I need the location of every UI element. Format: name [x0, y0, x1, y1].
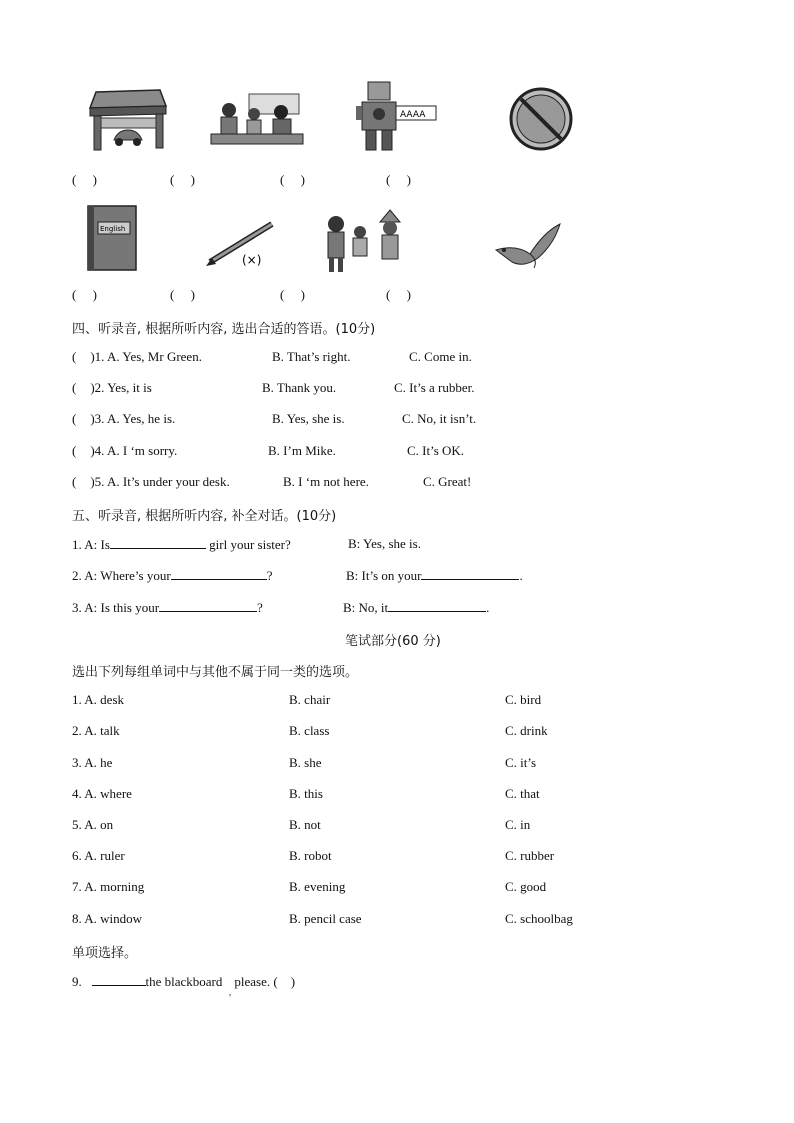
dialogue-line-a: 1. A: Is girl your sister?	[72, 537, 291, 552]
fill-blank[interactable]	[159, 599, 257, 612]
question-9: 9. the blackboard $_,$ please. ( )	[72, 974, 296, 997]
robot-picture	[356, 78, 440, 156]
vocab-option-c: C. that	[505, 786, 540, 801]
answer-paren[interactable]: (	[72, 380, 77, 395]
vocab-option-c: C. schoolbag	[505, 911, 573, 926]
answer-paren[interactable]: ( )	[386, 287, 411, 302]
vocab-option-c: C. drink	[505, 723, 548, 738]
option-b: B. That’s right.	[272, 349, 351, 364]
vocab-option-a: 7. A. morning	[72, 879, 145, 894]
children-talking-picture	[320, 208, 412, 274]
single-choice-title: 单项选择。	[72, 946, 138, 961]
vocab-option-b: B. chair	[289, 692, 331, 707]
dialogue-line-b: B: It’s on your .	[346, 568, 523, 583]
section4-item	[72, 443, 177, 459]
dialogue-line-b: B: No, it .	[343, 600, 490, 615]
option-b: B. Thank you.	[262, 380, 337, 395]
vocab-option-a: 3. A. he	[72, 755, 113, 770]
section4-item	[72, 349, 202, 365]
vocab-option-a: 4. A. where	[72, 786, 132, 801]
dialogue-line-b: B: Yes, she is.	[348, 536, 421, 551]
vocab-option-c: C. good	[505, 879, 547, 894]
vocab-option-b: B. she	[289, 755, 322, 770]
question-number: 9.	[72, 974, 82, 989]
item-number: )1.	[90, 349, 105, 364]
item-number: )2.	[90, 380, 105, 395]
fill-blank[interactable]	[388, 599, 486, 612]
item-number: )3.	[90, 411, 105, 426]
english-book-picture	[84, 204, 140, 274]
dialogue-line-a: 3. A: Is this your ?	[72, 600, 263, 615]
answer-paren[interactable]: ( )	[170, 172, 195, 187]
vocab-option-a: 5. A. on	[72, 817, 114, 832]
answer-paren[interactable]: (	[72, 443, 77, 458]
section5-title: 五、听录音, 根据所听内容, 补全对话。(10分)	[72, 509, 337, 524]
vocab-option-a: 2. A. talk	[72, 723, 120, 738]
option-b: B. I’m Mike.	[268, 443, 336, 458]
section4-item	[72, 411, 175, 427]
vocab-option-b: B. pencil case	[289, 911, 362, 926]
vocab-option-a: 8. A. window	[72, 911, 143, 926]
fill-blank[interactable]	[421, 567, 519, 580]
section4-item	[72, 474, 230, 490]
vocab-option-c: C. rubber	[505, 848, 555, 863]
fill-blank[interactable]	[110, 536, 206, 549]
answer-paren[interactable]: ( )	[72, 287, 97, 302]
vocab-option-b: B. class	[289, 723, 330, 738]
section4-title: 四、听录音, 根据所听内容, 选出合适的答语。(10分)	[72, 322, 376, 337]
option-a: A. Yes, he is.	[106, 411, 176, 426]
option-b: B. Yes, she is.	[272, 411, 345, 426]
vocab-instruction: 选出下列每组单词中与其他不属于同一类的选项。	[72, 665, 359, 680]
cross-mark: (×)	[242, 253, 262, 267]
answer-paren[interactable]: ( )	[170, 287, 195, 302]
pencil-crossed-picture	[204, 214, 282, 270]
vocab-option-b: B. this	[289, 786, 323, 801]
option-c: C. Great!	[423, 474, 472, 489]
vocab-option-c: C. bird	[505, 692, 542, 707]
answer-paren[interactable]: (	[72, 474, 77, 489]
option-c: C. It’s a rubber.	[394, 380, 475, 395]
vocab-option-c: C. it’s	[505, 755, 537, 770]
fill-blank[interactable]	[171, 567, 267, 580]
no-sign-picture	[508, 84, 574, 154]
answer-paren[interactable]: (	[72, 411, 77, 426]
answer-paren[interactable]: ( )	[72, 172, 97, 187]
bird-picture	[492, 220, 564, 272]
item-number: )5.	[90, 474, 105, 489]
svg-text:AAAA: AAAA	[400, 110, 426, 120]
fill-blank[interactable]	[92, 973, 146, 986]
vocab-option-c: C. in	[505, 817, 531, 832]
vocab-option-a: 6. A. ruler	[72, 848, 125, 863]
vocab-option-b: B. evening	[289, 879, 346, 894]
vocab-option-b: B. not	[289, 817, 321, 832]
option-a: A. I ‘m sorry.	[106, 443, 178, 458]
written-part-title: 笔试部分(60 分)	[345, 634, 441, 649]
children-classroom-picture	[209, 92, 305, 146]
desk-with-car-picture	[86, 86, 168, 152]
answer-paren[interactable]: ( )	[280, 287, 305, 302]
book-title: English	[100, 225, 126, 233]
option-a: A. Yes, Mr Green.	[106, 349, 202, 364]
option-c: C. It’s OK.	[407, 443, 465, 458]
option-c: C. No, it isn’t.	[402, 411, 477, 426]
section4-item	[72, 380, 152, 396]
vocab-option-b: B. robot	[289, 848, 332, 863]
dialogue-line-a: 2. A: Where’s your ?	[72, 568, 273, 583]
answer-paren[interactable]: ( )	[386, 172, 411, 187]
answer-paren[interactable]: ( )	[280, 172, 305, 187]
option-b: B. I ‘m not here.	[283, 474, 369, 489]
option-c: C. Come in.	[409, 349, 472, 364]
option-a: A. It’s under your desk.	[106, 474, 230, 489]
vocab-option-a: 1. A. desk	[72, 692, 124, 707]
item-number: )4.	[90, 443, 105, 458]
option-a: Yes, it is	[107, 380, 152, 395]
answer-paren[interactable]: (	[72, 349, 77, 364]
